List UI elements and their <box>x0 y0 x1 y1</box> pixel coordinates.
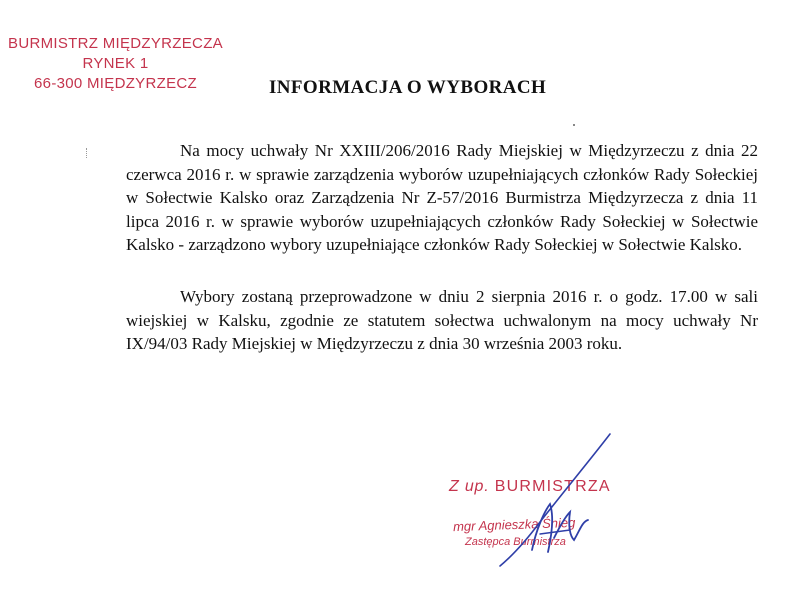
scan-artifact <box>86 148 89 158</box>
paragraph-election-details: Wybory zostaną przeprowadzone w dniu 2 sierpnia 2016 r. o godz. 17.00 w sali wiejskiej w Kalsku, zgodnie ze statutem sołectwa uchwalonym na mocy uchwały Nr IX/94/03 Rady Miejskiej w Międzyrzeczu z dnia 30 września 2003 roku. <box>126 287 758 354</box>
signatory-role: Zastępca Burmistrza <box>465 536 566 548</box>
stamp-line-city: 66-300 MIĘDZYRZECZ <box>34 75 197 92</box>
signature-office: BURMISTRZA <box>494 478 611 495</box>
office-stamp <box>8 34 223 94</box>
signatory-name: mgr Agnieszka Śnieg <box>452 514 576 535</box>
scan-artifact-dot <box>573 124 575 126</box>
signature-prefix: Z up. <box>449 478 490 495</box>
stamp-line-office: BURMISTRZ MIĘDZYRZECZA <box>8 35 223 52</box>
stamp-line-street: RYNEK 1 <box>82 55 149 72</box>
handwritten-signature <box>470 430 630 570</box>
paragraph-resolution: Na mocy uchwały Nr XXIII/206/2016 Rady Miejskiej w Międzyrzeczu z dnia 22 czerwca 2016 r. w sprawie zarządzenia wyborów uzupełniających członków Rady Sołeckiej w Sołectwie Kalsko oraz Zarządzenia Nr Z-57/2016 Burmistrza Międzyrzecza z dnia 11 lipca 2016 r. w sprawie wyborów uzupełniających członków Rady Sołeckiej w Sołectwie Kalsko - zarządzono wybory uzupełniające członków Rady Sołeckiej w Sołectwie Kalsko. <box>126 141 758 255</box>
document-title: INFORMACJA O WYBORACH <box>269 77 547 98</box>
